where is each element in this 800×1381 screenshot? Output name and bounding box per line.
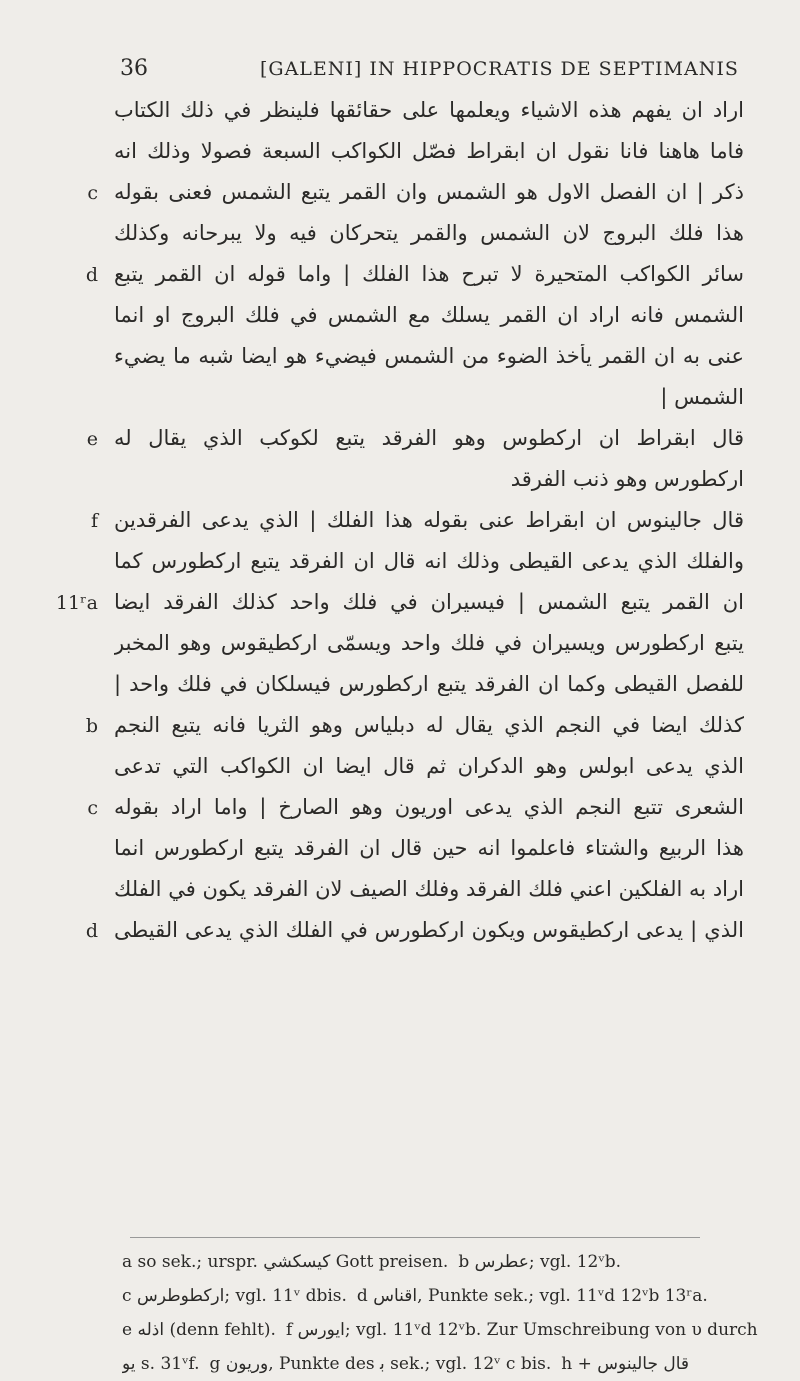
arabic-line: الشعرى تتبع النجم الذي يدعى اوريون وهو الصارخ | واما اراد بقوله <box>114 795 744 819</box>
text-line <box>100 135 772 176</box>
margin-reference: d <box>85 264 98 286</box>
arabic-line: ان القمر يتبع الشمس | فيسيران في فلك واحد كذلك الفرقد ايضا <box>114 590 744 614</box>
text-line <box>55 586 772 627</box>
margin-reference: b <box>85 715 98 737</box>
arabic-line: والفلك الذي يدعى القيطى وذلك انه قال ان الفرقد يتبع اركطورس كما <box>114 549 744 573</box>
arabic-line: اراد به الفلكين اعني فلك الفرقد وفلك الصيف لان الفرقد يكون في الفلك <box>114 877 744 901</box>
text-line <box>100 94 772 135</box>
margin-reference: f <box>90 510 98 532</box>
footnote-row <box>122 1245 772 1279</box>
footnote-item: c اركطوطرس; vgl. 11ᵛ dbis. <box>122 1286 347 1306</box>
footnote-item: a so sek.; urspr. كيسكشي Gott preisen. <box>122 1252 449 1272</box>
margin-reference: e <box>86 428 98 450</box>
footnote-row <box>122 1347 772 1381</box>
arabic-line: فاما هاهنا فانا نقول ان ابقراط فصّل الكواكب السبعة فصولا وذلك انه <box>114 139 744 163</box>
text-line <box>100 627 772 668</box>
text-line <box>100 873 772 914</box>
text-line <box>100 217 772 258</box>
text-line <box>85 258 772 299</box>
text-line <box>87 791 772 832</box>
text-line <box>100 832 772 873</box>
arabic-line: اراد ان يفهم هذه الاشياء ويعلمها على حقائقها فلينظر في ذلك الكتاب <box>114 98 744 122</box>
arabic-line: الذي | يدعى اركطيقوس ويكون اركطورس في الفلك الذي يدعى القيطى <box>114 918 744 942</box>
text-line <box>100 668 772 709</box>
arabic-line: يتبع اركطورس ويسيران في فلك واحد ويسمّى اركطيقوس وهو المخبر <box>114 631 744 655</box>
footnote-item: d اقناس, Punkte sek.; vgl. 11ᵛd 12ᵛb 13ʳa. <box>356 1286 708 1306</box>
text-line <box>87 176 772 217</box>
arabic-line: ذكر | ان الفصل الاول هو الشمس وان القمر يتبع الشمس فعنى بقوله <box>114 180 744 204</box>
footnote-item: h + قال جالينوس <box>561 1354 690 1374</box>
text-line <box>90 504 772 545</box>
text-line <box>100 381 772 422</box>
margin-reference: c <box>87 797 98 819</box>
footnote-item: g وريون, Punkte des ﺑ sek.; vgl. 12ᵛ c bis. <box>209 1354 552 1374</box>
arabic-line: الشمس | <box>660 385 744 409</box>
arabic-line: الذي يدعى ابولس وهو الدكران ثم قال ايضا ان الكواكب التي تدعى <box>114 754 744 778</box>
text-line <box>100 545 772 586</box>
arabic-line: الشمس فانه اراد ان القمر يسلك مع الشمس في فلك البروج او انما <box>114 303 744 327</box>
footnote-divider <box>130 1237 700 1238</box>
text-line <box>100 750 772 791</box>
text-line <box>85 709 772 750</box>
text-line <box>86 422 772 463</box>
margin-reference: d <box>85 920 98 942</box>
margin-reference: 11ʳa <box>55 592 98 614</box>
footnote-row <box>122 1279 772 1313</box>
arabic-line: قال جالينوس ان ابقراط عنى بقوله هذا الفلك | الذي يدعى الفرقدين <box>114 508 744 532</box>
arabic-line: قال ابقراط ان اركطوس وهو الفرقد يتبع لكوكب الذي يقال له <box>114 426 744 450</box>
arabic-line: عنى به ان القمر يأخذ الضوء من الشمس فيضيء هو ايضا شبه ما يضيء <box>114 344 744 368</box>
page-header <box>120 56 760 86</box>
footnote-item: يو s. 31ᵛf. <box>122 1354 200 1374</box>
footnotes <box>122 1245 772 1381</box>
arabic-line: هذا فلك البروج لان الشمس والقمر يتحركان فيه ولا يبرحانه وكذلك <box>114 221 744 245</box>
arabic-line: كذلك ايضا في النجم الذي يقال له دبلياس وهو الثريا فانه يتبع النجم <box>114 713 744 737</box>
arabic-line: للفصل القيطى وكما ان الفرقد يتبع اركطورس فيسلكان في فلك واحد | <box>114 672 744 696</box>
arabic-line: سائر الكواكب المتحيرة لا تبرح هذا الفلك | واما قوله ان القمر يتبع <box>114 262 744 286</box>
footnote-item: f ايورس; vgl. 11ᵛd 12ᵛb. Zur Umschreibung von υ durch <box>285 1320 758 1340</box>
page-number: 36 <box>120 56 148 81</box>
footnote-item: b عطرس; vgl. 12ᵛb. <box>458 1252 621 1272</box>
footnote-row <box>122 1313 772 1347</box>
margin-reference: c <box>87 182 98 204</box>
arabic-text-block <box>55 94 772 955</box>
text-line <box>100 340 772 381</box>
footnote-item: e اذله (denn fehlt). <box>122 1320 276 1340</box>
running-title: [GALENI] IN HIPPOCRATIS DE SEPTIMANIS <box>260 58 739 80</box>
arabic-line: هذا الربيع والشتاء فاعلموا انه حين قال ان الفرقد يتبع اركطورس انما <box>114 836 744 860</box>
arabic-line: اركطورس وهو ذنب الفرقد <box>510 467 744 491</box>
text-line <box>100 299 772 340</box>
text-line <box>100 463 772 504</box>
text-line <box>85 914 772 955</box>
